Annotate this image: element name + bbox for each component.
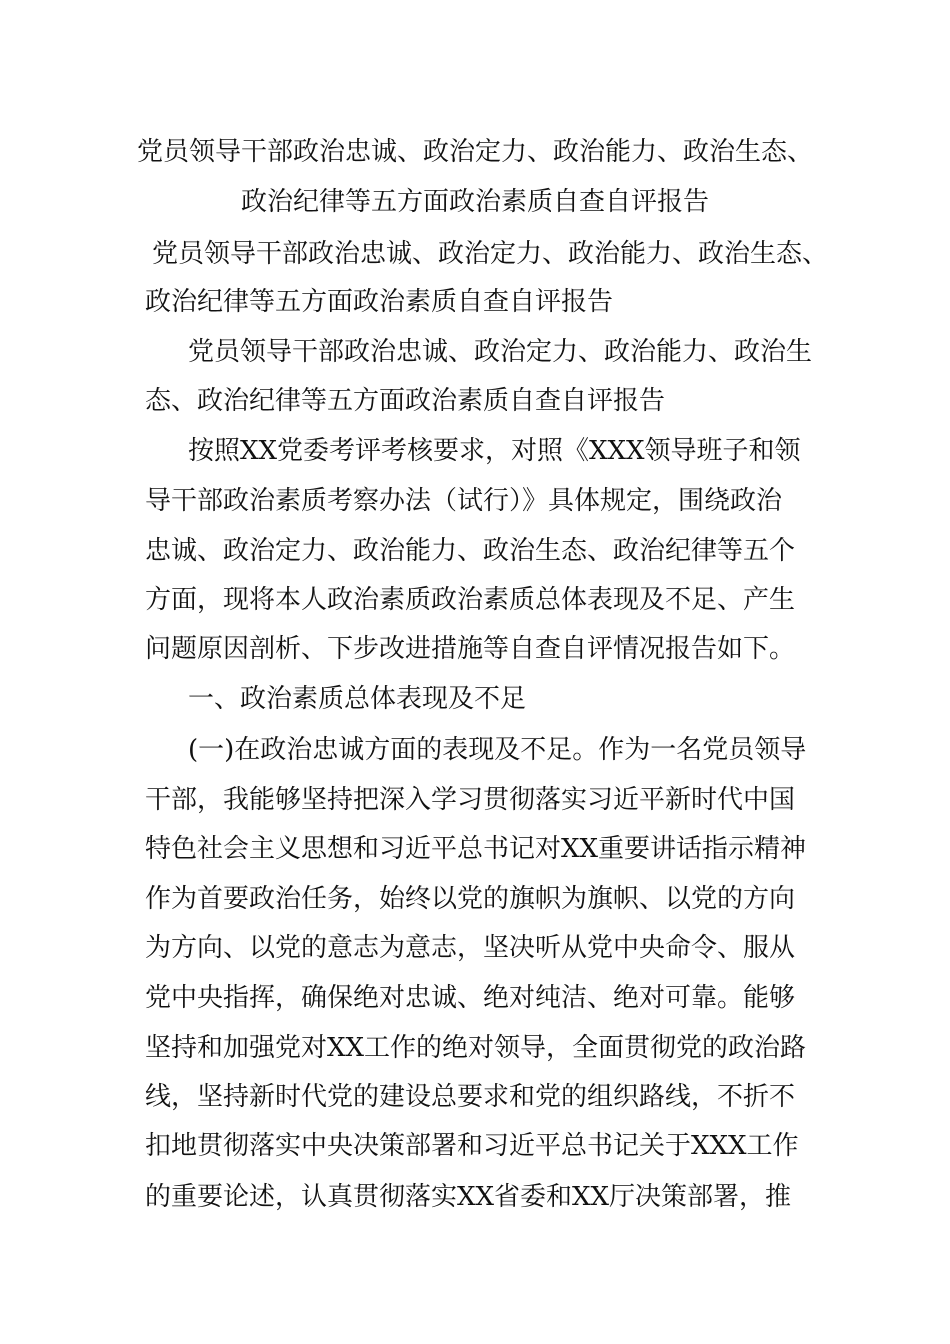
section-body-line-3: 特色社会主义思想和习近平总书记对XX重要讲话指示精神 — [145, 834, 807, 864]
main-title-line-1: 党员领导干部政治忠诚、政治定力、政治能力、政治生态、 — [136, 137, 813, 167]
intro-line-4: 方面，现将本人政治素质政治素质总体表现及不足、产生 — [145, 585, 796, 615]
repeat-title-2-line-1: 党员领导干部政治忠诚、政治定力、政治能力、政治生 — [188, 337, 813, 367]
section-body-line-5: 为方向、以党的意志为意志，坚决听从党中央命令、服从 — [145, 933, 796, 963]
intro-line-5: 问题原因剖析、下步改进措施等自查自评情况报告如下。 — [145, 634, 796, 664]
intro-line-1: 按照XX党委考评考核要求，对照《XXX领导班子和领 — [188, 436, 801, 466]
repeat-title-1-line-2: 政治纪律等五方面政治素质自查自评报告 — [145, 287, 614, 317]
section-body-line-2: 干部，我能够坚持把深入学习贯彻落实习近平新时代中国 — [145, 785, 796, 815]
section-body-line-6: 党中央指挥，确保绝对忠诚、绝对纯洁、绝对可靠。能够 — [145, 983, 796, 1013]
intro-line-3: 忠诚、政治定力、政治能力、政治生态、政治纪律等五个 — [145, 536, 796, 566]
repeat-title-2-line-2: 态、政治纪律等五方面政治素质自查自评报告 — [145, 386, 666, 416]
section-body-line-10: 的重要论述，认真贯彻落实XX省委和XX厅决策部署，推 — [145, 1182, 792, 1212]
section-body-line-9: 扣地贯彻落实中央决策部署和习近平总书记关于XXX工作 — [145, 1131, 799, 1161]
main-title-line-2: 政治纪律等五方面政治素质自查自评报告 — [240, 187, 709, 217]
section-body-line-7: 坚持和加强党对XX工作的绝对领导，全面贯彻党的政治路 — [145, 1033, 807, 1063]
section-body-line-8: 线，坚持新时代党的建设总要求和党的组织路线，不折不 — [145, 1082, 796, 1112]
section-body-line-1: (一)在政治忠诚方面的表现及不足。作为一名党员领导 — [188, 735, 807, 765]
repeat-title-1-line-1: 党员领导干部政治忠诚、政治定力、政治能力、政治生态、 — [152, 239, 829, 269]
intro-line-2: 导干部政治素质考察办法（试行）》具体规定，围绕政治 — [145, 486, 783, 516]
section-heading: 一、政治素质总体表现及不足 — [188, 684, 527, 714]
section-body-line-4: 作为首要政治任务，始终以党的旗帜为旗帜、以党的方向 — [145, 884, 796, 914]
